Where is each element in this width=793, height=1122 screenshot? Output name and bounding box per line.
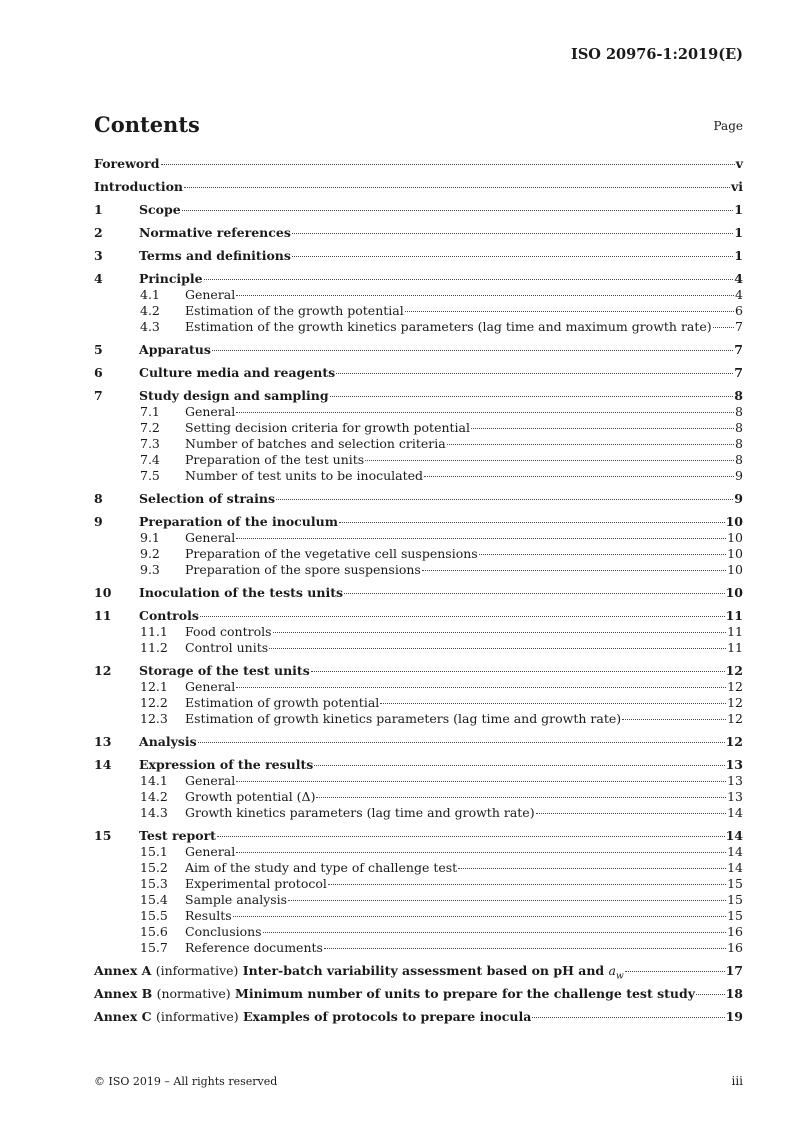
toc-entry-page: 1 [734, 225, 743, 240]
toc-entry-page: 7 [734, 365, 743, 380]
toc-leader-dots [198, 742, 725, 743]
toc-annex-entry[interactable] [94, 1009, 743, 1025]
toc-entry-number: 8 [94, 491, 103, 506]
toc-entry-title: Setting decision criteria for growth potential [185, 420, 471, 435]
toc-entry-page: 13 [727, 789, 743, 804]
toc-entry-page: 10 [727, 562, 743, 577]
toc-entry[interactable] [94, 711, 743, 727]
toc-leader-dots [696, 994, 725, 995]
annex-title: Minimum number of units to prepare for the challenge test study [235, 986, 695, 1001]
toc-annex-entry[interactable] [94, 963, 743, 982]
toc-entry[interactable] [94, 663, 743, 679]
toc-leader-dots [184, 187, 730, 188]
toc-leader-dots [447, 444, 734, 445]
toc-entry-title: Analysis [139, 734, 197, 749]
toc-entry-title: General [185, 404, 236, 419]
toc-entry[interactable] [94, 319, 743, 335]
toc-entry-number: 10 [94, 585, 112, 600]
toc-entry[interactable] [94, 452, 743, 468]
toc-entry-number: 3 [94, 248, 103, 263]
toc-entry-number: 1 [94, 202, 103, 217]
toc-leader-dots [263, 932, 727, 933]
toc-entry-title: General [185, 844, 236, 859]
table-of-contents [94, 156, 743, 1025]
toc-leader-dots [204, 279, 734, 280]
toc-leader-dots [365, 460, 734, 461]
toc-entry-number: 4 [94, 271, 103, 286]
toc-entry-number: 15.3 [140, 876, 168, 891]
water-activity-symbol: $a_w$ [608, 963, 624, 982]
toc-leader-dots [212, 350, 733, 351]
toc-entry[interactable] [94, 436, 743, 452]
toc-entry[interactable] [94, 773, 743, 789]
annex-label: Annex A [94, 963, 152, 978]
toc-entry-page: 4 [734, 271, 743, 286]
toc-leader-dots [324, 948, 726, 949]
toc-entry[interactable] [94, 892, 743, 908]
toc-entry[interactable] [94, 514, 743, 530]
toc-entry-page: 12 [725, 663, 743, 678]
toc-entry-page: 12 [727, 711, 743, 726]
footer-page-number: iii [731, 1074, 743, 1088]
toc-entry-title: Storage of the test units [139, 663, 310, 678]
toc-entry-title: Expression of the results [139, 757, 314, 772]
toc-entry-page: 11 [725, 608, 743, 623]
toc-entry-number: 7.3 [140, 436, 160, 451]
toc-entry[interactable] [94, 491, 743, 507]
toc-leader-dots [336, 373, 733, 374]
toc-entry-number: 7.5 [140, 468, 160, 483]
toc-entry-number: 14 [94, 757, 112, 772]
toc-entry-number: 4.3 [140, 319, 160, 334]
toc-entry-page: 19 [725, 1009, 743, 1024]
annex-type: (normative) [156, 986, 231, 1001]
toc-leader-dots [236, 781, 726, 782]
toc-entry-title: Principle [139, 271, 203, 286]
toc-entry-title: Aim of the study and type of challenge test [185, 860, 458, 875]
toc-entry-number: 15.4 [140, 892, 168, 907]
toc-leader-dots [424, 476, 734, 477]
toc-entry-page: 7 [734, 342, 743, 357]
toc-entry[interactable] [94, 179, 743, 195]
toc-entry-number: 13 [94, 734, 112, 749]
toc-entry-title: Culture media and reagents [139, 365, 336, 380]
toc-entry-number: 6 [94, 365, 103, 380]
toc-entry-page: 10 [725, 585, 743, 600]
toc-entry-page: 14 [725, 828, 743, 843]
toc-leader-dots [344, 593, 725, 594]
toc-leader-dots [292, 256, 733, 257]
page-column-label: Page [713, 119, 743, 133]
toc-entry-number: 12.1 [140, 679, 168, 694]
toc-leader-dots [532, 1017, 724, 1018]
toc-leader-dots [458, 868, 726, 869]
toc-entry-page: 8 [735, 420, 743, 435]
toc-entry[interactable] [94, 546, 743, 562]
annex-title: Examples of protocols to prepare inocula [243, 1009, 532, 1024]
toc-entry-title: Estimation of the growth potential [185, 303, 404, 318]
toc-entry[interactable] [94, 468, 743, 484]
toc-leader-dots [536, 813, 727, 814]
toc-entry[interactable] [94, 805, 743, 821]
toc-entry[interactable] [94, 844, 743, 860]
toc-entry[interactable] [94, 624, 743, 640]
toc-entry-title: Preparation of the spore suspensions [185, 562, 421, 577]
annex-title: Inter-batch variability assessment based on pH and [242, 963, 605, 978]
toc-entry-page: 15 [727, 892, 743, 907]
toc-leader-dots [288, 900, 726, 901]
toc-entry-page: 1 [734, 248, 743, 263]
toc-entry-page: 10 [725, 514, 743, 529]
toc-entry-page: 8 [735, 404, 743, 419]
toc-entry[interactable] [94, 342, 743, 358]
toc-entry-number: 15.6 [140, 924, 168, 939]
toc-entry-title: Preparation of the inoculum [139, 514, 338, 529]
toc-entry-number: 14.2 [140, 789, 168, 804]
toc-entry-title: Food controls [185, 624, 272, 639]
toc-entry-number: 7 [94, 388, 103, 403]
toc-entry-title: Number of batches and selection criteria [185, 436, 446, 451]
toc-entry-number: 15.1 [140, 844, 168, 859]
toc-entry-number: 15.7 [140, 940, 168, 955]
toc-entry[interactable] [94, 860, 743, 876]
toc-entry[interactable] [94, 640, 743, 656]
toc-entry-page: 11 [727, 640, 743, 655]
toc-entry-title: Control units [185, 640, 269, 655]
toc-entry-title: Study design and sampling [139, 388, 329, 403]
toc-entry-title [94, 986, 695, 1002]
toc-entry-page: 6 [735, 303, 743, 318]
toc-entry-page: 7 [735, 319, 743, 334]
toc-entry-number: 9.3 [140, 562, 160, 577]
toc-entry[interactable] [94, 585, 743, 601]
annex-type: (informative) [155, 963, 239, 978]
toc-entry-number: 9.2 [140, 546, 160, 561]
toc-entry-title: Results [185, 908, 232, 923]
toc-entry-title: Experimental protocol [185, 876, 327, 891]
toc-entry-page: 12 [727, 695, 743, 710]
toc-entry-number: 14.1 [140, 773, 168, 788]
toc-entry-number: 7.1 [140, 404, 160, 419]
toc-entry[interactable] [94, 608, 743, 624]
water-activity-subscript: w [616, 971, 624, 982]
toc-leader-dots [328, 884, 726, 885]
toc-entry-page: 12 [725, 734, 743, 749]
toc-entry-page: 14 [727, 860, 743, 875]
toc-entry-page: 1 [734, 202, 743, 217]
toc-entry-number: 4.1 [140, 287, 160, 302]
toc-entry-number: 15.5 [140, 908, 168, 923]
toc-entry-title: Terms and definitions [139, 248, 291, 263]
toc-entry-title: Selection of strains [139, 491, 276, 506]
toc-entry-page: 4 [735, 287, 743, 302]
toc-entry-title: Preparation of the test units [185, 452, 365, 467]
toc-entry[interactable] [94, 156, 743, 172]
toc-entry-title: Number of test units to be inoculated [185, 468, 424, 483]
toc-leader-dots [713, 327, 734, 328]
toc-entry[interactable] [94, 225, 743, 241]
page-title: Contents [94, 112, 200, 137]
toc-entry[interactable] [94, 271, 743, 287]
toc-entry-number: 7.2 [140, 420, 160, 435]
toc-leader-dots [471, 428, 734, 429]
toc-leader-dots [422, 570, 726, 571]
toc-entry-number: 7.4 [140, 452, 160, 467]
toc-entry-title: Controls [139, 608, 199, 623]
toc-entry-page: 14 [727, 805, 743, 820]
toc-entry-page: 10 [727, 530, 743, 545]
toc-entry-page: 9 [734, 491, 743, 506]
toc-entry[interactable] [94, 388, 743, 404]
toc-leader-dots [236, 687, 726, 688]
toc-leader-dots [380, 703, 726, 704]
toc-entry-page: vi [730, 179, 743, 194]
toc-leader-dots [161, 164, 735, 165]
toc-entry-title: Growth kinetics parameters (lag time and growth rate) [185, 805, 535, 820]
toc-leader-dots [269, 648, 726, 649]
toc-leader-dots [182, 210, 734, 211]
toc-entry-title: Scope [139, 202, 181, 217]
toc-leader-dots [276, 499, 733, 500]
toc-entry-title: Sample analysis [185, 892, 288, 907]
toc-entry-number: 15 [94, 828, 112, 843]
toc-entry-page: 13 [725, 757, 743, 772]
toc-entry-page: 8 [735, 436, 743, 451]
toc-entry[interactable] [94, 789, 743, 805]
toc-entry-number: 4.2 [140, 303, 160, 318]
toc-leader-dots [316, 797, 726, 798]
toc-entry-title: Estimation of the growth kinetics parameters (lag time and maximum growth rate) [185, 319, 712, 334]
toc-entry[interactable] [94, 287, 743, 303]
toc-entry-title: Apparatus [139, 342, 211, 357]
toc-leader-dots [311, 671, 725, 672]
toc-entry[interactable] [94, 530, 743, 546]
toc-entry-page: 10 [727, 546, 743, 561]
toc-entry[interactable] [94, 202, 743, 218]
toc-entry-title: Growth potential (Δ) [185, 789, 316, 804]
toc-leader-dots [330, 396, 734, 397]
toc-entry[interactable] [94, 940, 743, 956]
toc-entry-title: Introduction [94, 179, 184, 194]
document-id: ISO 20976-1:2019(E) [571, 46, 743, 63]
toc-entry-title: Foreword [94, 156, 160, 171]
toc-entry-page: 15 [727, 908, 743, 923]
toc-entry-number: 11.1 [140, 624, 168, 639]
toc-entry-title: General [185, 773, 236, 788]
toc-entry-number: 9 [94, 514, 103, 529]
toc-leader-dots [622, 719, 726, 720]
toc-entry-title: General [185, 679, 236, 694]
toc-entry[interactable] [94, 679, 743, 695]
toc-entry-number: 11.2 [140, 640, 168, 655]
toc-entry-title: Estimation of growth potential [185, 695, 380, 710]
annex-label: Annex C [94, 1009, 152, 1024]
toc-entry-number: 12.2 [140, 695, 168, 710]
toc-entry-title: General [185, 530, 236, 545]
toc-entry[interactable] [94, 562, 743, 578]
toc-leader-dots [236, 295, 734, 296]
toc-entry-page: 14 [727, 844, 743, 859]
toc-entry-title: Preparation of the vegetative cell suspensions [185, 546, 478, 561]
footer-copyright: © ISO 2019 – All rights reserved [94, 1075, 278, 1088]
toc-leader-dots [292, 233, 733, 234]
toc-entry[interactable] [94, 828, 743, 844]
toc-entry[interactable] [94, 908, 743, 924]
toc-leader-dots [200, 616, 725, 617]
toc-leader-dots [273, 632, 727, 633]
toc-entry-title: General [185, 287, 236, 302]
toc-entry-number: 5 [94, 342, 103, 357]
toc-entry[interactable] [94, 734, 743, 750]
toc-entry[interactable] [94, 365, 743, 381]
toc-leader-dots [339, 522, 725, 523]
toc-leader-dots [625, 971, 725, 972]
annex-type: (informative) [155, 1009, 239, 1024]
toc-entry[interactable] [94, 248, 743, 264]
annex-label: Annex B [94, 986, 153, 1001]
toc-entry-page: 13 [727, 773, 743, 788]
toc-entry-title: Conclusions [185, 924, 262, 939]
toc-entry-title [94, 963, 624, 985]
toc-entry-page: 11 [727, 624, 743, 639]
toc-leader-dots [233, 916, 726, 917]
toc-entry-page: 18 [725, 986, 743, 1001]
toc-entry[interactable] [94, 303, 743, 319]
toc-entry-number: 2 [94, 225, 103, 240]
toc-entry-page: 12 [727, 679, 743, 694]
toc-leader-dots [217, 836, 725, 837]
toc-entry-number: 15.2 [140, 860, 168, 875]
toc-entry-number: 9.1 [140, 530, 160, 545]
toc-annex-entry[interactable] [94, 986, 743, 1002]
toc-entry-page: 16 [727, 924, 743, 939]
toc-entry[interactable] [94, 420, 743, 436]
toc-leader-dots [405, 311, 734, 312]
toc-entry-page: 16 [727, 940, 743, 955]
toc-entry-title: Inoculation of the tests units [139, 585, 344, 600]
toc-entry-number: 12.3 [140, 711, 168, 726]
toc-entry-title: Estimation of growth kinetics parameters (lag time and growth rate) [185, 711, 622, 726]
toc-entry-page: 8 [735, 452, 743, 467]
toc-leader-dots [479, 554, 726, 555]
toc-entry-number: 12 [94, 663, 112, 678]
toc-leader-dots [314, 765, 724, 766]
toc-entry-page: 9 [735, 468, 743, 483]
toc-entry-title [94, 1009, 531, 1025]
toc-entry[interactable] [94, 695, 743, 711]
toc-entry[interactable] [94, 404, 743, 420]
toc-entry[interactable] [94, 757, 743, 773]
toc-entry-title: Reference documents [185, 940, 323, 955]
toc-entry-number: 11 [94, 608, 112, 623]
toc-entry-title: Normative references [139, 225, 291, 240]
toc-leader-dots [236, 412, 734, 413]
toc-leader-dots [236, 538, 726, 539]
toc-entry-page: 17 [725, 963, 743, 978]
toc-entry[interactable] [94, 924, 743, 940]
toc-entry[interactable] [94, 876, 743, 892]
toc-entry-number: 14.3 [140, 805, 168, 820]
toc-entry-page: 15 [727, 876, 743, 891]
toc-entry-page: 8 [734, 388, 743, 403]
toc-entry-page: v [735, 156, 743, 171]
toc-entry-title: Test report [139, 828, 216, 843]
toc-leader-dots [236, 852, 726, 853]
